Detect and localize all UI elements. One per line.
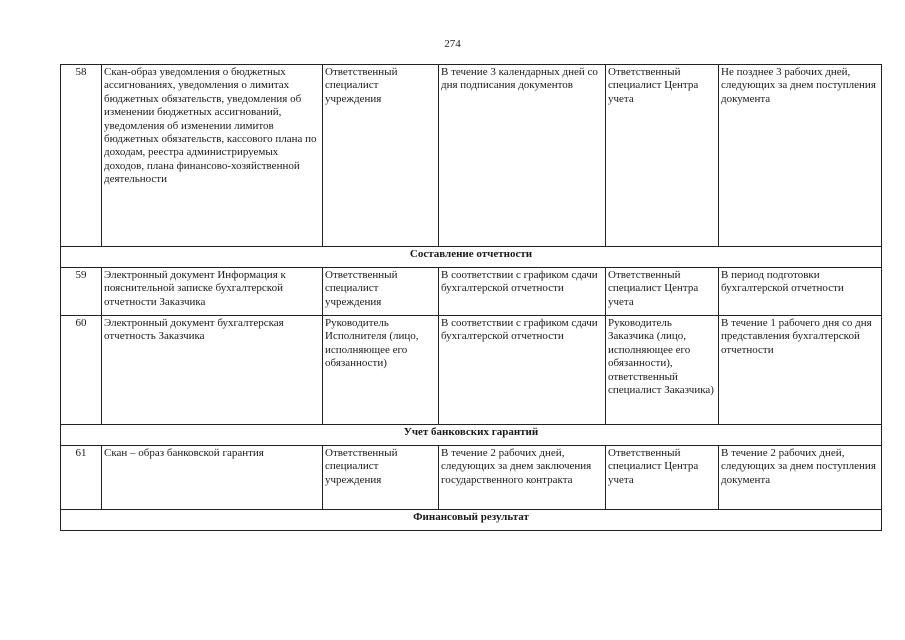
section-row [61,425,882,446]
table-row [61,446,882,510]
section-title: Учет банковских гарантий [61,425,882,446]
table-row [61,65,882,247]
responsible-create-cell: Ответственный специалист учреждения [323,65,439,247]
responsible-create-cell: Ответственный специалист учреждения [323,446,439,510]
responsible-accept-cell: Ответственный специалист Центра учета [606,65,719,247]
responsible-accept-cell: Ответственный специалист Центра учета [606,268,719,316]
document-name-cell: Скан-образ уведомления о бюджетных ассигнованиях, уведомления о лимитах бюджетных обязательств, уведомления об изменении бюджетных ассигнований, уведомления об изменении лимитов бюджетных обязательств, кассового плана по доходам, реестра администрируемых доходов, плана финансово-хозяйственной деятельности [102,65,323,247]
document-name-cell: Скан – образ банковской гарантия [102,446,323,510]
row-number: 59 [61,268,102,316]
section-row [61,247,882,268]
responsible-create-cell: Руководитель Исполнителя (лицо, исполняющее его обязанности) [323,316,439,425]
document-table [60,64,882,531]
create-deadline-cell: В течение 2 рабочих дней, следующих за днем заключения государственного контракта [439,446,606,510]
create-deadline-cell: В соответствии с графиком сдачи бухгалтерской отчетности [439,268,606,316]
table-row [61,316,882,425]
row-number: 58 [61,65,102,247]
document-name-cell: Электронный документ Информация к пояснительной записке бухгалтерской отчетности Заказчика [102,268,323,316]
accept-deadline-cell: В течение 2 рабочих дней, следующих за днем поступления документа [719,446,882,510]
row-number: 61 [61,446,102,510]
create-deadline-cell: В течение 3 календарных дней со дня подписания документов [439,65,606,247]
document-name-cell: Электронный документ бухгалтерская отчетность Заказчика [102,316,323,425]
page-number: 274 [444,38,461,50]
section-row [61,510,882,531]
row-number: 60 [61,316,102,425]
section-title: Составление отчетности [61,247,882,268]
responsible-accept-cell: Ответственный специалист Центра учета [606,446,719,510]
accept-deadline-cell: В течение 1 рабочего дня со дня представления бухгалтерской отчетности [719,316,882,425]
create-deadline-cell: В соответствии с графиком сдачи бухгалтерской отчетности [439,316,606,425]
section-title: Финансовый результат [61,510,882,531]
accept-deadline-cell: В период подготовки бухгалтерской отчетности [719,268,882,316]
table-row [61,268,882,316]
responsible-accept-cell: Руководитель Заказчика (лицо, исполняющее его обязанности), ответственный специалист Заказчика) [606,316,719,425]
accept-deadline-cell: Не позднее 3 рабочих дней, следующих за днем поступления документа [719,65,882,247]
responsible-create-cell: Ответственный специалист учреждения [323,268,439,316]
